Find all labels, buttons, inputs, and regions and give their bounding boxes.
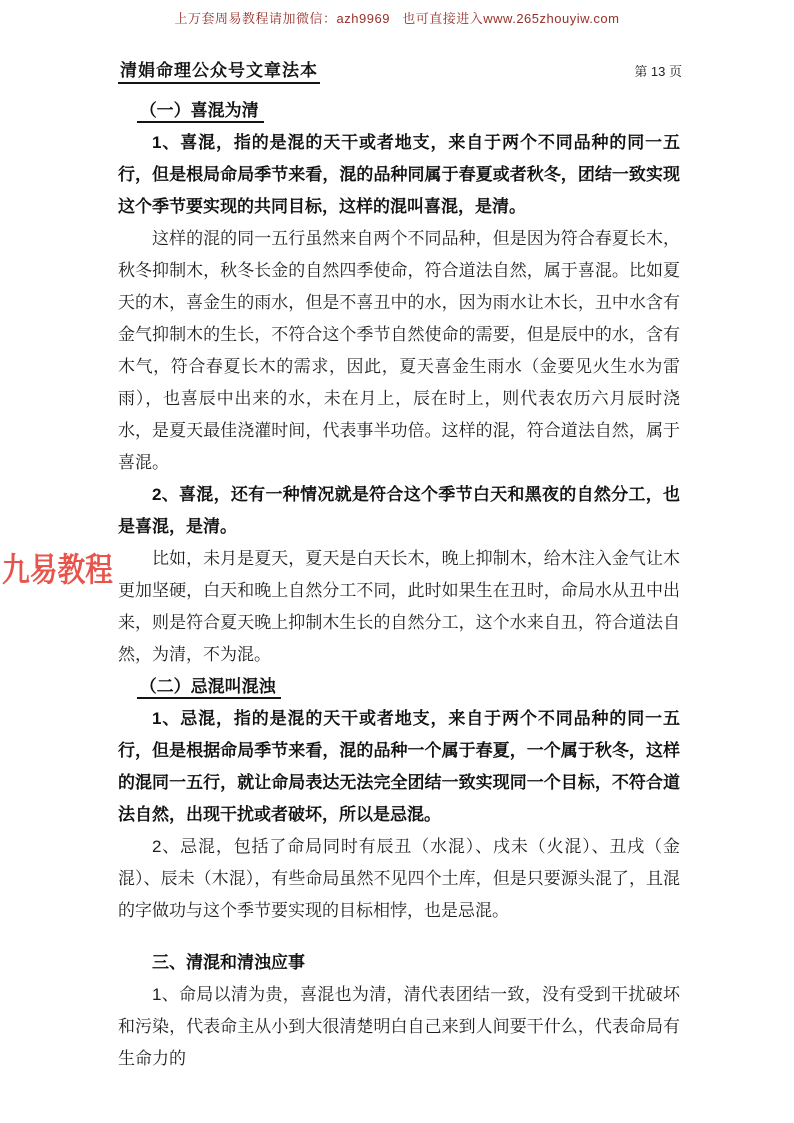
text-run: 2、喜混，还有一种情况就是符合这个季节白天和黑夜的自然分工，也是喜混，是清。 <box>118 485 680 536</box>
text-run: 1、命局以清为贵，喜混也为清，清代表团结一致，没有受到干扰破坏和污染，代表命主从小到大很清楚明白自己来到人间要干什么，代表命局有生命力的 <box>118 985 680 1068</box>
paragraph <box>118 979 680 1075</box>
text-run: 2、忌混，包括了命局同时有辰丑（水混）、戌未（火混）、丑戌（金混）、辰未（木混），有些命局虽然不见四个土库，但是只要源头混了，且混的字做功与这个季节要实现的目标相悖，也是忌混。 <box>118 837 680 920</box>
text-run: 三、清混和清浊应事 <box>152 953 305 972</box>
text-run: 1、喜混，指的是混的天干或者地支，来自于两个不同品种的同一五行，但是根局命局季节来看，混的品种同属于春夏或者秋冬，团结一致实现这个季节要实现的共同目标，这样的混叫喜混，是清。 <box>118 133 680 216</box>
promo-banner-text: 上万套周易教程请加微信：azh9969 也可直接进入www.265zhouyiw.com <box>174 11 620 26</box>
watermark-text: 九易教程 <box>2 551 113 588</box>
paragraph <box>118 831 680 927</box>
section-heading <box>118 95 680 127</box>
text-run: （二）忌混叫混浊 <box>137 677 281 699</box>
text-run: 比如，未月是夏天，夏天是白天长木，晚上抑制木，给木注入金气让木更加坚硬，白天和晚上自然分工不同，此时如果生在丑时，命局水从丑中出来，则是符合夏天晚上抑制木生长的自然分工，这个水来自丑，符合道法自然，为清，不为混。 <box>118 549 680 664</box>
paragraph <box>118 479 680 543</box>
paragraph <box>118 703 680 831</box>
section-spacer <box>118 927 680 947</box>
section-heading <box>118 947 680 979</box>
document-body <box>118 95 680 1075</box>
text-run: 1、忌混，指的是混的天干或者地支，来自于两个不同品种的同一五行，但是根据命局季节来看，混的品种一个属于春夏，一个属于秋冬，这样的混同一五行，就让命局表达无法完全团结一致实现同一个目标，不符合道法自然，出现干扰或者破坏，所以是忌混。 <box>118 709 680 824</box>
text-run: 这样的混的同一五行虽然来自两个不同品种，但是因为符合春夏长木，秋冬抑制木，秋冬长金的自然四季使命，符合道法自然，属于喜混。比如夏天的木，喜金生的雨水，但是不喜丑中的水，因为雨水让木长，丑中水含有金气抑制木的生长，不符合这个季节自然使命的需要，但是辰中的水，含有木气，符合春夏长木的需求，因此，夏天喜金生雨水（金要见火生水为雷雨），也喜辰中出来的水，未在月上，辰在时上，则代表农历六月辰时浇水，是夏天最佳浇灌时间，代表事半功倍。这样的混，符合道法自然，属于喜混。 <box>118 229 680 472</box>
page-number: 第 13 页 <box>634 64 682 79</box>
page-header <box>118 56 682 84</box>
paragraph <box>118 543 680 671</box>
paragraph <box>118 223 680 479</box>
section-heading <box>118 671 680 703</box>
document-title: 清娟命理公众号文章法本 <box>118 56 320 84</box>
text-run: （一）喜混为清 <box>137 101 264 123</box>
paragraph <box>118 127 680 223</box>
